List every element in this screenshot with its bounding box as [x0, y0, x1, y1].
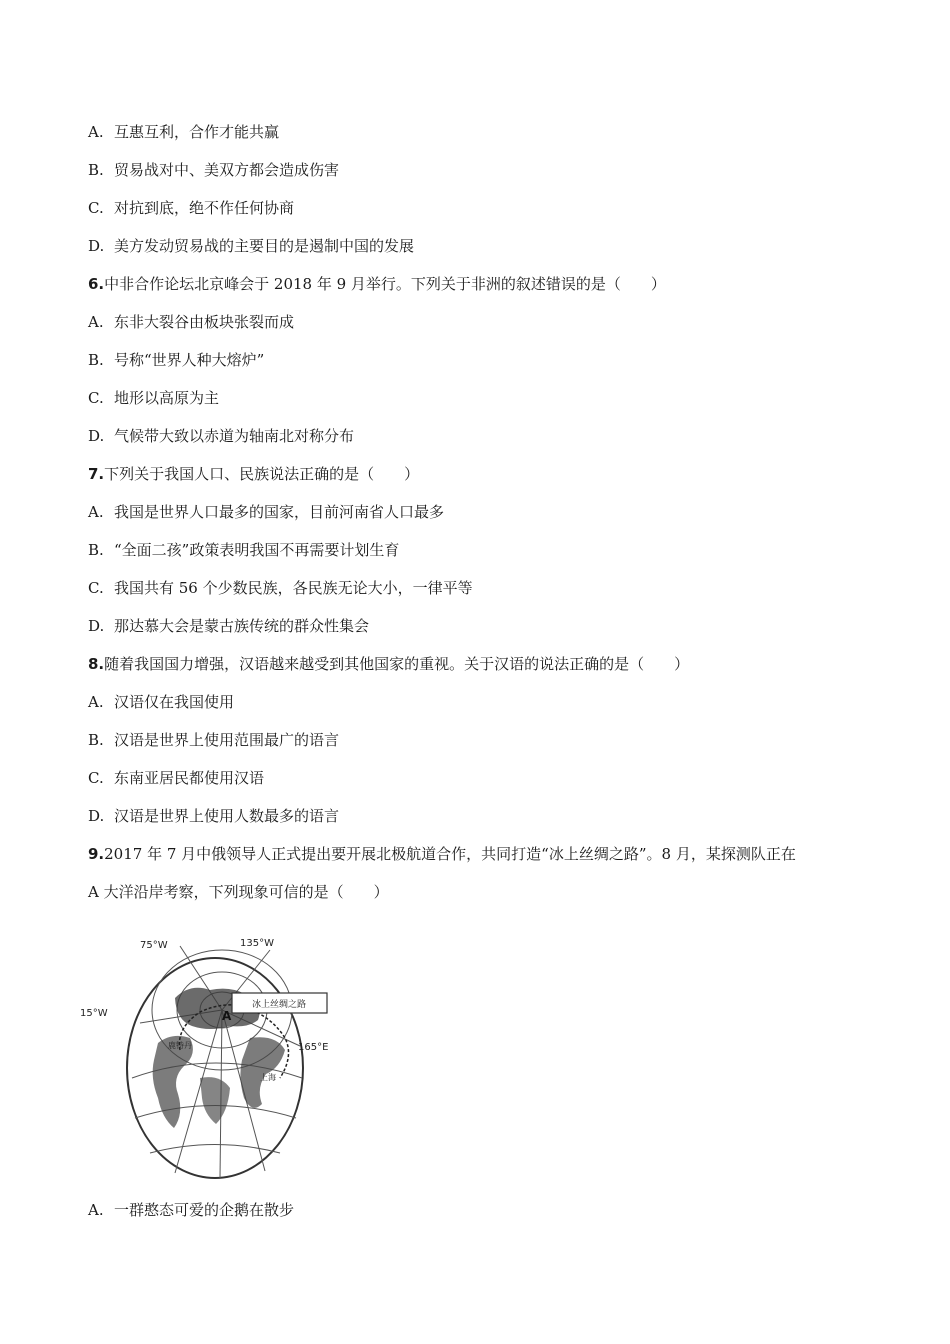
label-shanghai: 上海 — [260, 1073, 276, 1082]
question-text: 中非合作论坛北京峰会于 2018 年 9 月举行。下列关于非洲的叙述错误的是（ ） — [104, 275, 666, 293]
label-135w: 135°W — [240, 938, 274, 949]
question-number: 7. — [88, 465, 105, 483]
q7-stem — [88, 464, 419, 484]
option-text: 汉语是世界上使用范围最广的语言 — [114, 731, 340, 749]
q8-option-c — [88, 768, 264, 788]
q6-option-c — [88, 388, 219, 408]
option-text: 地形以高原为主 — [114, 389, 220, 407]
option-letter: C. — [88, 389, 104, 407]
option-letter: A. — [88, 693, 104, 711]
option-text: 气候带大致以赤道为轴南北对称分布 — [114, 427, 355, 445]
option-letter: C. — [88, 199, 104, 217]
option-letter: A. — [88, 503, 104, 521]
question-text: 下列关于我国人口、民族说法正确的是（ ） — [104, 465, 420, 483]
option-letter: D. — [88, 427, 105, 445]
question-text: 2017 年 7 月中俄领导人正式提出要开展北极航道合作，共同打造“冰上丝绸之路”。8 月，某探测队正在 — [104, 845, 796, 863]
latitude-arc — [150, 1145, 280, 1154]
label-165e: 165°E — [298, 1042, 329, 1053]
option-letter: A. — [88, 1201, 104, 1219]
q6-option-d — [88, 426, 354, 446]
option-letter: B. — [88, 161, 104, 179]
q7-option-d — [88, 616, 369, 636]
option-text: 那达慕大会是蒙古族传统的群众性集会 — [114, 617, 370, 635]
option-letter: D. — [88, 617, 105, 635]
option-letter: B. — [88, 541, 104, 559]
q6-option-b — [88, 350, 264, 370]
q7-option-b — [88, 540, 399, 560]
option-text: 号称“世界人种大熔炉” — [114, 351, 265, 369]
map-graphic — [80, 928, 340, 1184]
option-letter: D. — [88, 237, 105, 255]
option-letter: D. — [88, 807, 105, 825]
label-rotterdam: 鹿特丹 — [168, 1041, 192, 1050]
q9-stem-line2 — [88, 882, 389, 902]
question-text: A 大洋沿岸考察，下列现象可信的是（ ） — [88, 883, 389, 901]
option-text: 我国共有 56 个少数民族，各民族无论大小，一律平等 — [114, 579, 473, 597]
option-text: 贸易战对中、美双方都会造成伤害 — [114, 161, 340, 179]
q6-stem — [88, 274, 666, 294]
q6-option-a — [88, 312, 294, 332]
question-number: 6. — [88, 275, 105, 293]
option-text: 东非大裂谷由板块张裂而成 — [114, 313, 295, 331]
question-number: 8. — [88, 655, 105, 673]
question-text: 随着我国国力增强，汉语越来越受到其他国家的重视。关于汉语的说法正确的是（ ） — [104, 655, 690, 673]
option-text: 汉语仅在我国使用 — [114, 693, 235, 711]
q7-option-c — [88, 578, 473, 598]
q8-option-a — [88, 692, 234, 712]
q5-option-d — [88, 236, 414, 256]
option-text: 美方发动贸易战的主要目的是遏制中国的发展 — [114, 237, 415, 255]
question-number: 9. — [88, 845, 105, 863]
option-text: 一群憨态可爱的企鹅在散步 — [114, 1201, 295, 1219]
option-letter: C. — [88, 579, 104, 597]
q5-option-c — [88, 198, 294, 218]
q7-option-a — [88, 502, 444, 522]
option-text: 汉语是世界上使用人数最多的语言 — [114, 807, 340, 825]
option-text: “全面二孩”政策表明我国不再需要计划生育 — [114, 541, 400, 559]
option-text: 东南亚居民都使用汉语 — [114, 769, 265, 787]
q8-option-b — [88, 730, 339, 750]
q5-option-a — [88, 122, 279, 142]
option-text: 我国是世界人口最多的国家，目前河南省人口最多 — [114, 503, 445, 521]
option-text: 互惠互利，合作才能共赢 — [114, 123, 280, 141]
option-letter: C. — [88, 769, 104, 787]
label-ocean-a: A — [222, 1009, 232, 1023]
q5-option-b — [88, 160, 339, 180]
label-15w: 15°W — [80, 1008, 108, 1019]
q9-option-a — [88, 1200, 294, 1220]
q8-stem — [88, 654, 689, 674]
q8-option-d — [88, 806, 339, 826]
q9-stem-line1 — [88, 844, 796, 864]
arctic-route-map — [80, 928, 340, 1184]
option-text: 对抗到底，绝不作任何协商 — [114, 199, 295, 217]
option-letter: B. — [88, 351, 104, 369]
route-label: 冰上丝绸之路 — [251, 1000, 307, 1010]
label-75w: 75°W — [140, 940, 168, 951]
option-letter: A. — [88, 313, 104, 331]
option-letter: A. — [88, 123, 104, 141]
option-letter: B. — [88, 731, 104, 749]
continent-shape — [200, 1077, 230, 1124]
